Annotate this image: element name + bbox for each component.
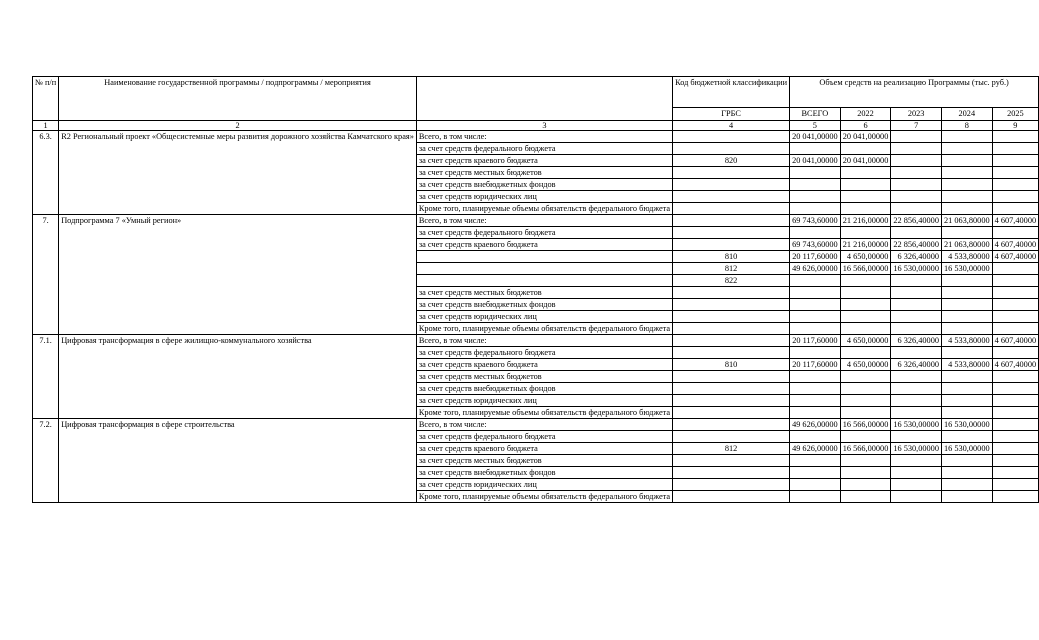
- total-cell: [790, 491, 841, 503]
- year-2025-cell: [992, 491, 1038, 503]
- year-2024-cell: [941, 191, 992, 203]
- grbs-code: [673, 455, 790, 467]
- total-cell: [790, 227, 841, 239]
- total-cell: [790, 179, 841, 191]
- year-2023-cell: [891, 455, 942, 467]
- year-2023-cell: [891, 491, 942, 503]
- funding-source-label: за счет средств краевого бюджета: [416, 443, 672, 455]
- grbs-code: [673, 491, 790, 503]
- year-2022-cell: [840, 467, 891, 479]
- year-2022-cell: [840, 203, 891, 215]
- year-2022-cell: [840, 455, 891, 467]
- header-year-2023: 2023: [891, 108, 942, 121]
- year-2025-cell: [992, 455, 1038, 467]
- year-2024-cell: [941, 287, 992, 299]
- total-cell: 20 117,60000: [790, 251, 841, 263]
- column-numbering-row: [33, 121, 1039, 131]
- total-cell: [790, 203, 841, 215]
- year-2023-cell: [891, 143, 942, 155]
- year-2024-cell: [941, 467, 992, 479]
- total-cell: 49 626,00000: [790, 263, 841, 275]
- year-2025-cell: [992, 167, 1038, 179]
- grbs-code: [673, 167, 790, 179]
- year-2022-cell: [840, 479, 891, 491]
- total-cell: [790, 347, 841, 359]
- year-2023-cell: [891, 407, 942, 419]
- year-2025-cell: 4 607,40000: [992, 251, 1038, 263]
- header-total: ВСЕГО: [790, 108, 841, 121]
- year-2025-cell: [992, 155, 1038, 167]
- total-cell: [790, 431, 841, 443]
- year-2023-cell: 16 530,00000: [891, 263, 942, 275]
- grbs-code: 810: [673, 251, 790, 263]
- year-2022-cell: [840, 431, 891, 443]
- funding-source-label: за счет средств местных бюджетов: [416, 371, 672, 383]
- year-2022-cell: [840, 299, 891, 311]
- funding-source-label: за счет средств юридических лиц: [416, 191, 672, 203]
- total-cell: [790, 467, 841, 479]
- funding-source-label: Кроме того, планируемые объемы обязательств федерального бюджета: [416, 491, 672, 503]
- year-2025-cell: [992, 299, 1038, 311]
- grbs-code: 820: [673, 155, 790, 167]
- year-2024-cell: [941, 491, 992, 503]
- total-cell: [790, 479, 841, 491]
- year-2024-cell: [941, 347, 992, 359]
- grbs-code: [673, 371, 790, 383]
- table-row: [33, 335, 1039, 347]
- funding-source-label: за счет средств внебюджетных фондов: [416, 467, 672, 479]
- year-2024-cell: [941, 227, 992, 239]
- total-cell: [790, 455, 841, 467]
- header-grbs: ГРБС: [673, 108, 790, 121]
- year-2024-cell: 4 533,80000: [941, 335, 992, 347]
- year-2023-cell: [891, 371, 942, 383]
- funding-source-label: за счет средств федерального бюджета: [416, 431, 672, 443]
- year-2022-cell: [840, 311, 891, 323]
- column-number: 1: [33, 121, 59, 131]
- header-budget-code: Код бюджетной классификации: [673, 77, 790, 108]
- grbs-code: [673, 179, 790, 191]
- year-2024-cell: [941, 371, 992, 383]
- year-2022-cell: 16 566,00000: [840, 263, 891, 275]
- year-2023-cell: 6 326,40000: [891, 335, 942, 347]
- year-2023-cell: [891, 383, 942, 395]
- total-cell: [790, 299, 841, 311]
- year-2024-cell: [941, 179, 992, 191]
- total-cell: [790, 287, 841, 299]
- funding-source-label: за счет средств краевого бюджета: [416, 359, 672, 371]
- total-cell: [790, 395, 841, 407]
- funding-source-label: Кроме того, планируемые объемы обязательств федерального бюджета: [416, 323, 672, 335]
- year-2025-cell: [992, 479, 1038, 491]
- year-2023-cell: [891, 431, 942, 443]
- program-name: R2 Региональный проект «Общесистемные меры развития дорожного хозяйства Камчатского края»: [59, 131, 417, 215]
- grbs-code: [673, 479, 790, 491]
- year-2024-cell: 16 530,00000: [941, 263, 992, 275]
- grbs-code: [673, 335, 790, 347]
- year-2023-cell: 22 856,40000: [891, 239, 942, 251]
- year-2024-cell: [941, 299, 992, 311]
- grbs-code: [673, 215, 790, 227]
- funding-source-label: за счет средств краевого бюджета: [416, 239, 672, 251]
- year-2022-cell: [840, 227, 891, 239]
- year-2022-cell: [840, 167, 891, 179]
- year-2024-cell: [941, 407, 992, 419]
- header-year-2025: 2025: [992, 108, 1038, 121]
- year-2025-cell: [992, 311, 1038, 323]
- table-body: [33, 131, 1039, 503]
- total-cell: [790, 407, 841, 419]
- funding-source-label: Всего, в том числе:: [416, 215, 672, 227]
- year-2022-cell: [840, 383, 891, 395]
- grbs-code: [673, 407, 790, 419]
- grbs-code: [673, 431, 790, 443]
- year-2023-cell: [891, 131, 942, 143]
- column-number: 3: [416, 121, 672, 131]
- total-cell: [790, 371, 841, 383]
- funding-source-label: [416, 263, 672, 275]
- year-2022-cell: [840, 287, 891, 299]
- year-2024-cell: [941, 383, 992, 395]
- funding-source-label: за счет средств местных бюджетов: [416, 455, 672, 467]
- year-2024-cell: 16 530,00000: [941, 419, 992, 431]
- funding-source-label: за счет средств федерального бюджета: [416, 347, 672, 359]
- funding-source-label: Всего, в том числе:: [416, 419, 672, 431]
- total-cell: 69 743,60000: [790, 215, 841, 227]
- year-2025-cell: 4 607,40000: [992, 359, 1038, 371]
- year-2024-cell: [941, 479, 992, 491]
- total-cell: 20 117,60000: [790, 335, 841, 347]
- year-2025-cell: [992, 443, 1038, 455]
- year-2025-cell: [992, 383, 1038, 395]
- header-funding-source: [416, 77, 672, 121]
- year-2023-cell: 6 326,40000: [891, 251, 942, 263]
- year-2025-cell: [992, 287, 1038, 299]
- year-2023-cell: [891, 395, 942, 407]
- year-2023-cell: [891, 467, 942, 479]
- grbs-code: [673, 299, 790, 311]
- year-2022-cell: [840, 347, 891, 359]
- column-number: 6: [840, 121, 891, 131]
- header-number: № п/п: [33, 77, 59, 121]
- year-2024-cell: [941, 431, 992, 443]
- funding-source-label: Всего, в том числе:: [416, 131, 672, 143]
- year-2022-cell: [840, 143, 891, 155]
- year-2022-cell: 21 216,00000: [840, 239, 891, 251]
- year-2023-cell: 22 856,40000: [891, 215, 942, 227]
- year-2024-cell: [941, 131, 992, 143]
- year-2022-cell: [840, 179, 891, 191]
- year-2024-cell: 4 533,80000: [941, 359, 992, 371]
- table-row: [33, 131, 1039, 143]
- year-2023-cell: 16 530,00000: [891, 419, 942, 431]
- year-2022-cell: [840, 371, 891, 383]
- row-number: 7.: [33, 215, 59, 335]
- grbs-code: [673, 191, 790, 203]
- total-cell: [790, 143, 841, 155]
- year-2024-cell: [941, 455, 992, 467]
- grbs-code: [673, 383, 790, 395]
- column-number: 8: [941, 121, 992, 131]
- year-2022-cell: 20 041,00000: [840, 155, 891, 167]
- year-2025-cell: [992, 179, 1038, 191]
- year-2023-cell: [891, 299, 942, 311]
- grbs-code: [673, 239, 790, 251]
- funding-source-label: за счет средств внебюджетных фондов: [416, 383, 672, 395]
- year-2025-cell: [992, 227, 1038, 239]
- year-2022-cell: 20 041,00000: [840, 131, 891, 143]
- column-number: 2: [59, 121, 417, 131]
- year-2024-cell: [941, 203, 992, 215]
- total-cell: [790, 311, 841, 323]
- year-2022-cell: [840, 191, 891, 203]
- year-2023-cell: [891, 203, 942, 215]
- header-name: Наименование государственной программы / подпрограммы / мероприятия: [59, 77, 417, 121]
- year-2025-cell: [992, 131, 1038, 143]
- funding-source-label: [416, 275, 672, 287]
- year-2025-cell: [992, 143, 1038, 155]
- total-cell: 49 626,00000: [790, 443, 841, 455]
- year-2022-cell: [840, 395, 891, 407]
- total-cell: 20 041,00000: [790, 131, 841, 143]
- year-2024-cell: [941, 395, 992, 407]
- year-2022-cell: 4 650,00000: [840, 251, 891, 263]
- year-2023-cell: [891, 275, 942, 287]
- year-2022-cell: 21 216,00000: [840, 215, 891, 227]
- year-2025-cell: 4 607,40000: [992, 335, 1038, 347]
- year-2023-cell: [891, 479, 942, 491]
- year-2025-cell: [992, 191, 1038, 203]
- grbs-code: [673, 203, 790, 215]
- total-cell: [790, 167, 841, 179]
- header-year-2024: 2024: [941, 108, 992, 121]
- grbs-code: [673, 395, 790, 407]
- year-2024-cell: [941, 155, 992, 167]
- total-cell: 20 117,60000: [790, 359, 841, 371]
- header-year-2022: 2022: [840, 108, 891, 121]
- total-cell: 20 041,00000: [790, 155, 841, 167]
- funding-source-label: за счет средств федерального бюджета: [416, 143, 672, 155]
- year-2023-cell: [891, 323, 942, 335]
- year-2022-cell: [840, 275, 891, 287]
- year-2023-cell: [891, 155, 942, 167]
- year-2023-cell: 6 326,40000: [891, 359, 942, 371]
- year-2025-cell: [992, 263, 1038, 275]
- funding-source-label: за счет средств краевого бюджета: [416, 155, 672, 167]
- grbs-code: [673, 287, 790, 299]
- year-2023-cell: 16 530,00000: [891, 443, 942, 455]
- funding-source-label: Кроме того, планируемые объемы обязательств федерального бюджета: [416, 407, 672, 419]
- total-cell: [790, 383, 841, 395]
- year-2025-cell: [992, 419, 1038, 431]
- year-2022-cell: 4 650,00000: [840, 359, 891, 371]
- funding-source-label: за счет средств федерального бюджета: [416, 227, 672, 239]
- year-2024-cell: [941, 167, 992, 179]
- funding-source-label: за счет средств юридических лиц: [416, 479, 672, 491]
- row-number: 7.1.: [33, 335, 59, 419]
- year-2023-cell: [891, 287, 942, 299]
- grbs-code: [673, 419, 790, 431]
- funding-source-label: за счет средств юридических лиц: [416, 395, 672, 407]
- year-2022-cell: [840, 491, 891, 503]
- year-2023-cell: [891, 179, 942, 191]
- program-name: Цифровая трансформация в сфере строительства: [59, 419, 417, 503]
- funding-source-label: за счет средств местных бюджетов: [416, 287, 672, 299]
- year-2025-cell: [992, 323, 1038, 335]
- grbs-code: [673, 323, 790, 335]
- grbs-code: [673, 311, 790, 323]
- grbs-code: [673, 347, 790, 359]
- year-2024-cell: 21 063,80000: [941, 239, 992, 251]
- total-cell: [790, 191, 841, 203]
- table-row: [33, 419, 1039, 431]
- funding-source-label: [416, 251, 672, 263]
- year-2025-cell: [992, 395, 1038, 407]
- grbs-code: [673, 227, 790, 239]
- budget-table: [32, 76, 1039, 503]
- grbs-code: [673, 467, 790, 479]
- total-cell: [790, 323, 841, 335]
- grbs-code: 812: [673, 263, 790, 275]
- column-number: 9: [992, 121, 1038, 131]
- total-cell: 69 743,60000: [790, 239, 841, 251]
- year-2025-cell: [992, 203, 1038, 215]
- year-2025-cell: [992, 371, 1038, 383]
- year-2025-cell: [992, 347, 1038, 359]
- program-name: Цифровая трансформация в сфере жилищно-коммунального хозяйства: [59, 335, 417, 419]
- grbs-code: 812: [673, 443, 790, 455]
- year-2025-cell: [992, 275, 1038, 287]
- program-name: Подпрограмма 7 «Умный регион»: [59, 215, 417, 335]
- total-cell: 49 626,00000: [790, 419, 841, 431]
- funding-source-label: за счет средств внебюджетных фондов: [416, 299, 672, 311]
- year-2023-cell: [891, 191, 942, 203]
- grbs-code: [673, 131, 790, 143]
- grbs-code: [673, 143, 790, 155]
- grbs-code: 810: [673, 359, 790, 371]
- year-2025-cell: 4 607,40000: [992, 215, 1038, 227]
- year-2023-cell: [891, 347, 942, 359]
- row-number: 7.2.: [33, 419, 59, 503]
- year-2023-cell: [891, 167, 942, 179]
- year-2024-cell: 21 063,80000: [941, 215, 992, 227]
- grbs-code: 822: [673, 275, 790, 287]
- year-2025-cell: 4 607,40000: [992, 239, 1038, 251]
- year-2024-cell: [941, 323, 992, 335]
- year-2024-cell: 4 533,80000: [941, 251, 992, 263]
- year-2024-cell: 16 530,00000: [941, 443, 992, 455]
- funding-source-label: за счет средств местных бюджетов: [416, 167, 672, 179]
- funding-source-label: за счет средств юридических лиц: [416, 311, 672, 323]
- funding-source-label: Кроме того, планируемые объемы обязательств федерального бюджета: [416, 203, 672, 215]
- funding-source-label: Всего, в том числе:: [416, 335, 672, 347]
- funding-source-label: за счет средств внебюджетных фондов: [416, 179, 672, 191]
- year-2023-cell: [891, 227, 942, 239]
- year-2025-cell: [992, 467, 1038, 479]
- year-2022-cell: [840, 407, 891, 419]
- total-cell: [790, 275, 841, 287]
- year-2024-cell: [941, 275, 992, 287]
- year-2022-cell: 16 566,00000: [840, 419, 891, 431]
- year-2023-cell: [891, 311, 942, 323]
- year-2025-cell: [992, 431, 1038, 443]
- row-number: 6.3.: [33, 131, 59, 215]
- year-2024-cell: [941, 311, 992, 323]
- year-2022-cell: 4 650,00000: [840, 335, 891, 347]
- header-volume: Объем средств на реализацию Программы (тыс. руб.): [790, 77, 1039, 108]
- table-header: [33, 77, 1039, 131]
- year-2022-cell: [840, 323, 891, 335]
- year-2024-cell: [941, 143, 992, 155]
- column-number: 4: [673, 121, 790, 131]
- table-row: [33, 215, 1039, 227]
- year-2025-cell: [992, 407, 1038, 419]
- year-2022-cell: 16 566,00000: [840, 443, 891, 455]
- column-number: 5: [790, 121, 841, 131]
- column-number: 7: [891, 121, 942, 131]
